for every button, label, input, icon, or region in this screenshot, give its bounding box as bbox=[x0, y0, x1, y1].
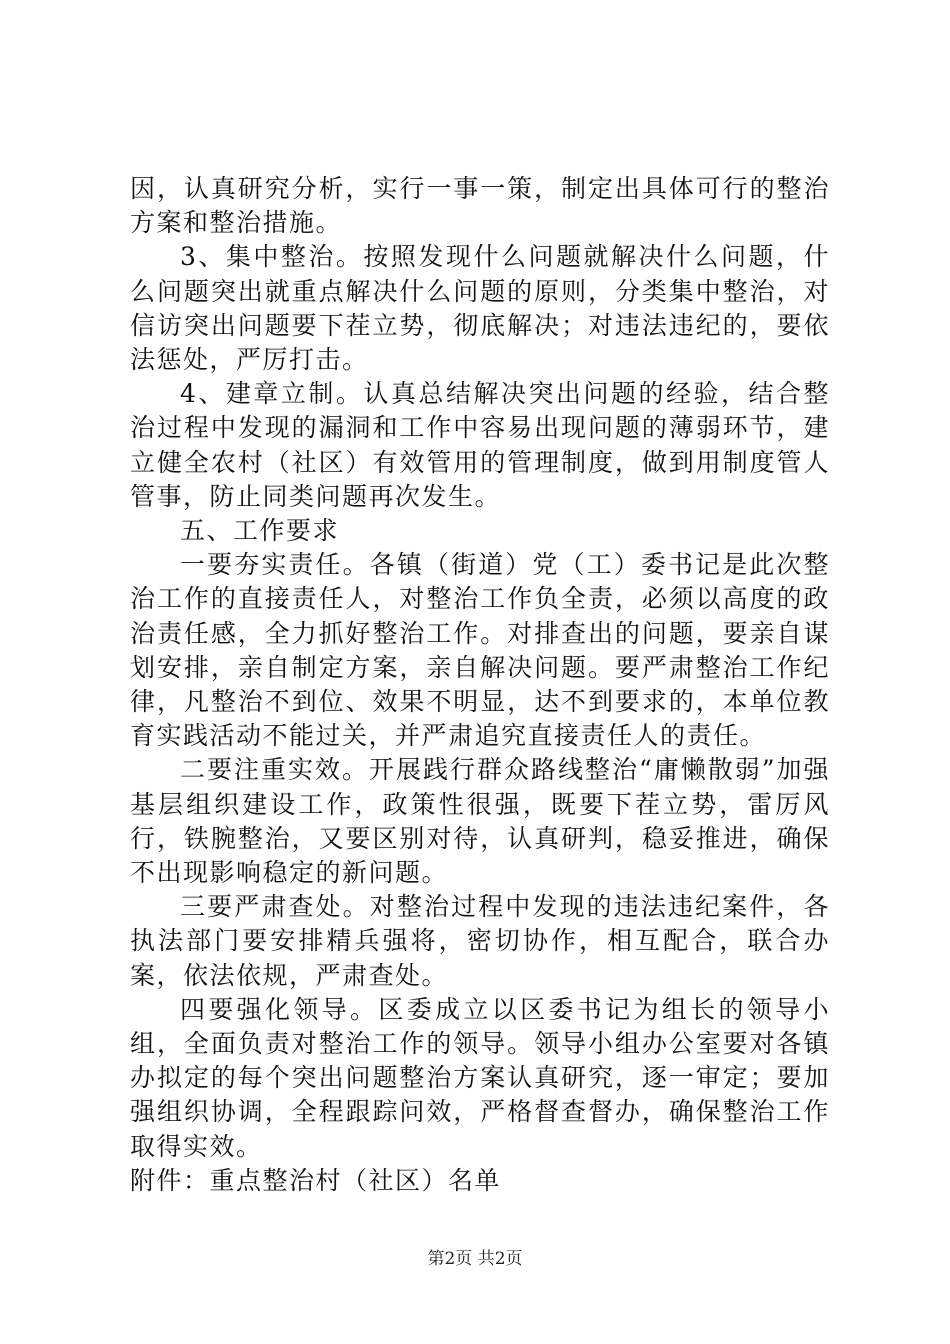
attachment-line: 附件：重点整治村（社区）名单 bbox=[130, 1165, 502, 1195]
section-heading-work-requirements: 五、工作要求 bbox=[180, 516, 340, 546]
paragraph-investigation: 三要严肃查处。对整治过程中发现的违法违纪案件，各执法部门要安排精兵强将，密切协作，相互配合，联合办案，依法依规，严肃查处。 bbox=[130, 892, 830, 990]
paragraph-rules-system: 4、建章立制。认真总结解决突出问题的经验，结合整治过程中发现的漏洞和工作中容易出现问题的薄弱环节，建立健全农村（社区）有效管用的管理制度，做到用制度管人管事，防止同类问题再次发生。 bbox=[130, 379, 830, 511]
paragraph-effectiveness: 二要注重实效。开展践行群众路线整治“庸懒散弱”加强基层组织建设工作，政策性很强，既要下茬立势，雷厉风行，铁腕整治，又要区别对待，认真研判，稳妥推进，确保不出现影响稳定的新问题。 bbox=[130, 755, 830, 888]
paragraph-centralized-rectification: 3、集中整治。按照发现什么问题就解决什么问题，什么问题突出就重点解决什么问题的原则，分类集中整治，对信访突出问题要下茬立势，彻底解决；对违法违纪的，要依法惩处，严厉打击。 bbox=[130, 242, 830, 375]
paragraph-leadership: 四要强化领导。区委成立以区委书记为组长的领导小组，全面负责对整治工作的领导。领导小组办公室要对各镇办拟定的每个突出问题整治方案认真研究，逐一审定；要加强组织协调，全程跟踪问效，严格督查督办，确保整治工作取得实效。 bbox=[130, 994, 830, 1161]
page-number-footer: 第2页 共2页 bbox=[427, 1249, 523, 1269]
document-body bbox=[130, 172, 830, 1198]
paragraph-responsibility: 一要夯实责任。各镇（街道）党（工）委书记是此次整治工作的直接责任人，对整治工作负全责，必须以高度的政治责任感，全力抓好整治工作。对排查出的问题，要亲自谋划安排，亲自制定方案，亲自解决问题。要严肃整治工作纪律，凡整治不到位、效果不明显，达不到要求的，本单位教育实践活动不能过关，并严肃追究直接责任人的责任。 bbox=[130, 550, 830, 751]
paragraph-continuation: 因，认真研究分析，实行一事一策，制定出具体可行的整治方案和整治措施。 bbox=[130, 174, 830, 238]
